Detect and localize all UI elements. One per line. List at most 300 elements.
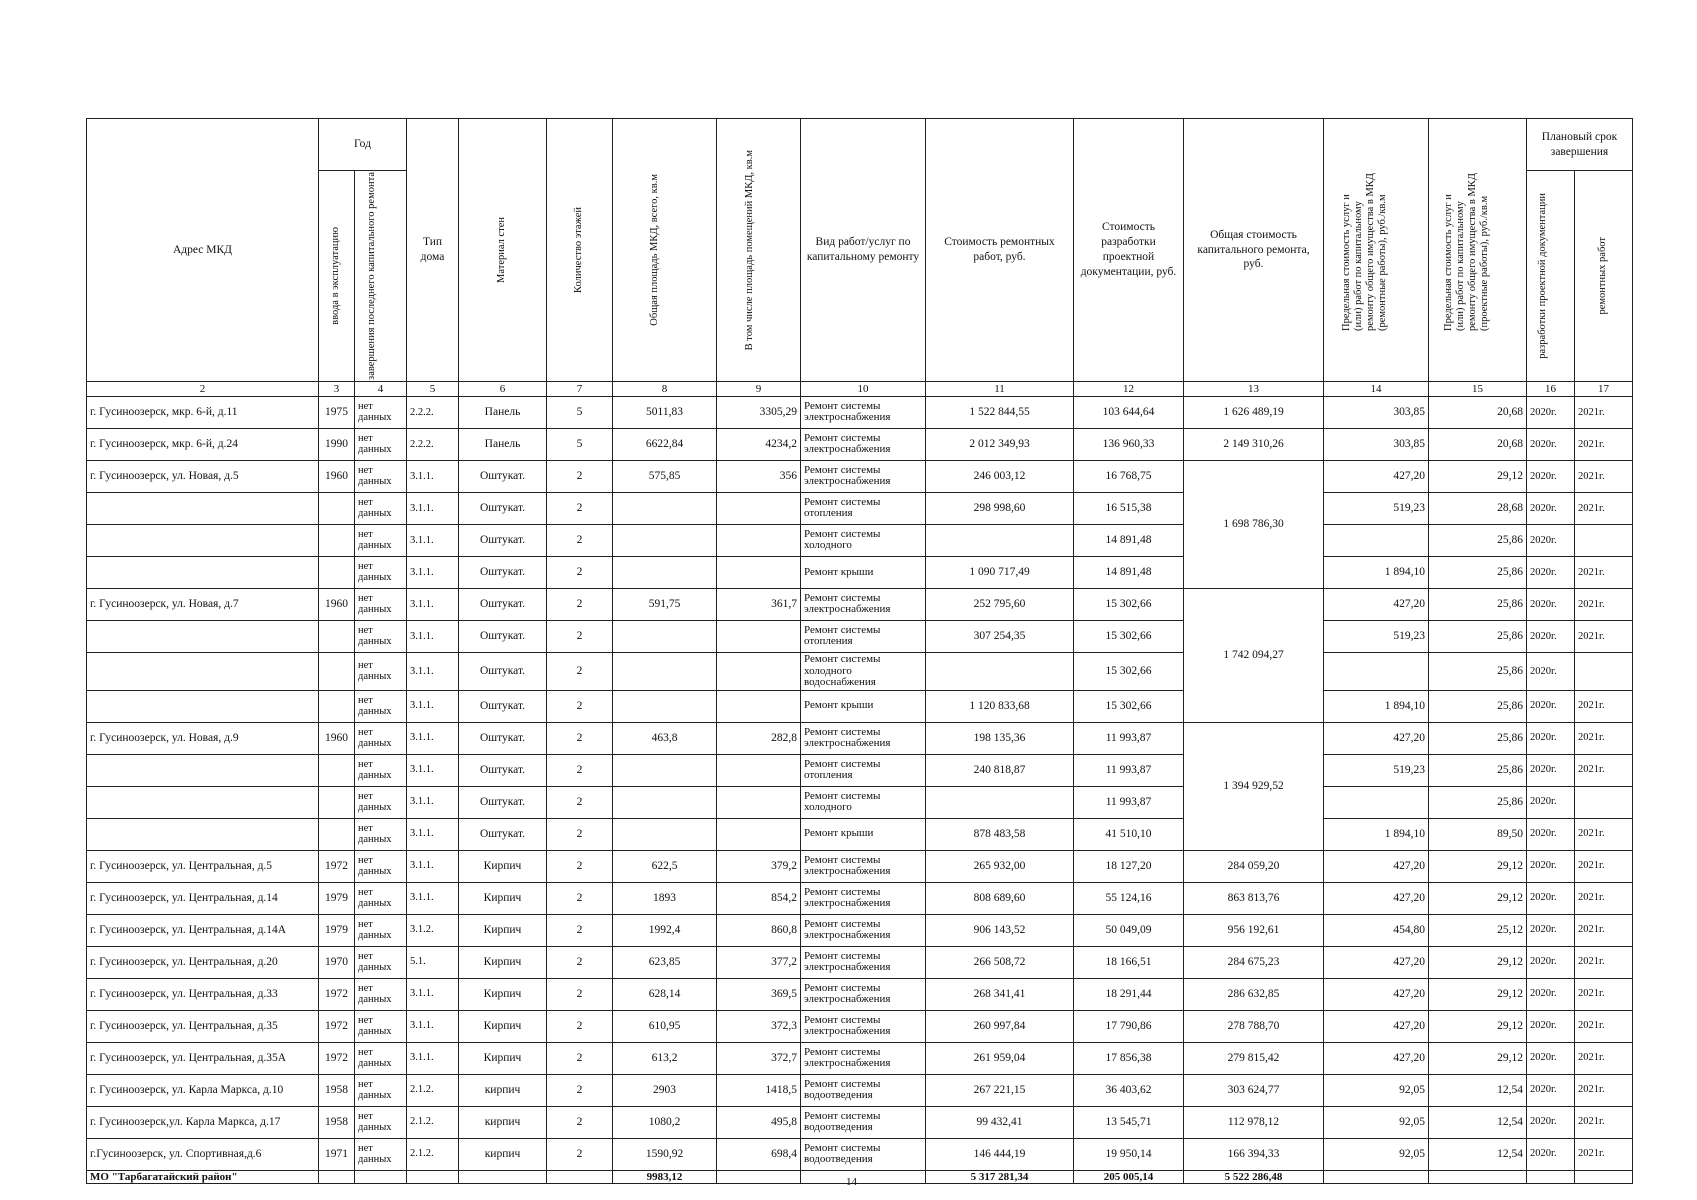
house-type-cell: 3.1.1. [407, 556, 459, 588]
repair-cost-cell: 240 818,87 [926, 754, 1074, 786]
year-last-repair-cell: нет данных [355, 818, 407, 850]
design-cost-cell: 17 790,86 [1074, 1010, 1184, 1042]
year-built-cell: 1958 [319, 1106, 355, 1138]
floors-cell: 2 [547, 1042, 613, 1074]
term-design-cell: 2020г. [1527, 1074, 1575, 1106]
year-last-repair-cell: нет данных [355, 492, 407, 524]
design-cost-cell: 18 166,51 [1074, 946, 1184, 978]
max-cost-repair-cell: 1 894,10 [1324, 556, 1429, 588]
repair-cost-cell: 146 444,19 [926, 1138, 1074, 1170]
term-design-cell: 2020г. [1527, 1010, 1575, 1042]
repair-cost-cell: 1 120 833,68 [926, 690, 1074, 722]
premises-area-cell [717, 690, 801, 722]
empty-cell [355, 1170, 407, 1183]
term-repair-cell: 2021г. [1575, 492, 1633, 524]
column-number: 2 [87, 381, 319, 396]
year-built-cell [319, 556, 355, 588]
premises-area-cell: 860,8 [717, 914, 801, 946]
max-cost-repair-cell: 1 894,10 [1324, 690, 1429, 722]
work-type-cell: Ремонт системы отопления [801, 492, 926, 524]
term-repair-cell: 2021г. [1575, 1074, 1633, 1106]
register-table-wrapper [86, 118, 1633, 1184]
total-cost-cell: 956 192,61 [1184, 914, 1324, 946]
design-cost-cell: 36 403,62 [1074, 1074, 1184, 1106]
max-cost-repair-cell: 454,80 [1324, 914, 1429, 946]
term-repair-cell: 2021г. [1575, 428, 1633, 460]
design-cost-cell: 11 993,87 [1074, 754, 1184, 786]
premises-area-cell: 377,2 [717, 946, 801, 978]
work-type-cell: Ремонт крыши [801, 818, 926, 850]
max-cost-design-cell: 25,86 [1429, 652, 1527, 690]
table-row [87, 690, 1633, 722]
address-cell [87, 524, 319, 556]
premises-area-cell: 282,8 [717, 722, 801, 754]
term-design-cell: 2020г. [1527, 588, 1575, 620]
year-built-cell [319, 786, 355, 818]
work-type-cell: Ремонт системы электроснабжения [801, 588, 926, 620]
floors-cell: 5 [547, 428, 613, 460]
address-cell: г. Гусиноозерск, ул. Центральная, д.35А [87, 1042, 319, 1074]
repair-cost-cell: 198 135,36 [926, 722, 1074, 754]
max-cost-repair-cell: 92,05 [1324, 1074, 1429, 1106]
max-cost-design-cell: 12,54 [1429, 1106, 1527, 1138]
work-type-cell: Ремонт системы электроснабжения [801, 460, 926, 492]
repair-cost-cell: 260 997,84 [926, 1010, 1074, 1042]
repair-cost-cell: 878 483,58 [926, 818, 1074, 850]
repair-cost-cell [926, 524, 1074, 556]
work-type-cell: Ремонт системы холодного [801, 524, 926, 556]
year-built-cell: 1958 [319, 1074, 355, 1106]
table-row [87, 556, 1633, 588]
term-repair-cell: 2021г. [1575, 588, 1633, 620]
design-cost-cell: 16 768,75 [1074, 460, 1184, 492]
repair-cost-cell: 307 254,35 [926, 620, 1074, 652]
column-number: 15 [1429, 381, 1527, 396]
design-cost-cell: 50 049,09 [1074, 914, 1184, 946]
repair-cost-cell: 265 932,00 [926, 850, 1074, 882]
address-cell [87, 754, 319, 786]
year-built-cell: 1960 [319, 460, 355, 492]
house-type-cell: 3.1.1. [407, 524, 459, 556]
house-type-cell: 3.1.1. [407, 1042, 459, 1074]
floors-cell: 2 [547, 978, 613, 1010]
total-area-cell [613, 524, 717, 556]
term-design-cell: 2020г. [1527, 914, 1575, 946]
max-cost-design-cell: 20,68 [1429, 428, 1527, 460]
table-row [87, 620, 1633, 652]
year-built-cell: 1972 [319, 1010, 355, 1042]
table-row [87, 882, 1633, 914]
term-design-cell: 2020г. [1527, 690, 1575, 722]
empty-cell [547, 1170, 613, 1183]
max-cost-design-cell: 25,86 [1429, 786, 1527, 818]
term-repair-cell: 2021г. [1575, 722, 1633, 754]
year-last-repair-cell: нет данных [355, 882, 407, 914]
house-type-cell: 3.1.1. [407, 460, 459, 492]
total-cost-cell: 279 815,42 [1184, 1042, 1324, 1074]
year-last-repair-cell: нет данных [355, 978, 407, 1010]
premises-area-cell: 369,5 [717, 978, 801, 1010]
total-area-cell [613, 786, 717, 818]
total-area-cell: 575,85 [613, 460, 717, 492]
work-type-cell: Ремонт крыши [801, 556, 926, 588]
repair-cost-cell: 261 959,04 [926, 1042, 1074, 1074]
empty-cell [1429, 1170, 1527, 1183]
wall-material-cell: Оштукат. [459, 620, 547, 652]
header-total-area: Общая площадь МКД, всего, кв.м [613, 119, 717, 382]
work-type-cell: Ремонт системы электроснабжения [801, 1042, 926, 1074]
premises-area-cell: 495,8 [717, 1106, 801, 1138]
max-cost-design-cell: 29,12 [1429, 1042, 1527, 1074]
term-repair-cell: 2021г. [1575, 396, 1633, 428]
address-cell [87, 620, 319, 652]
total-cost-cell: 1 698 786,30 [1184, 460, 1324, 588]
house-type-cell: 3.1.1. [407, 652, 459, 690]
premises-area-cell: 1418,5 [717, 1074, 801, 1106]
floors-cell: 2 [547, 946, 613, 978]
max-cost-repair-cell: 427,20 [1324, 850, 1429, 882]
year-built-cell: 1971 [319, 1138, 355, 1170]
floors-cell: 2 [547, 754, 613, 786]
term-repair-cell: 2021г. [1575, 818, 1633, 850]
premises-area-cell [717, 620, 801, 652]
repair-cost-cell: 906 143,52 [926, 914, 1074, 946]
repair-cost-cell: 252 795,60 [926, 588, 1074, 620]
design-cost-cell: 15 302,66 [1074, 652, 1184, 690]
year-last-repair-cell: нет данных [355, 1138, 407, 1170]
term-repair-cell: 2021г. [1575, 754, 1633, 786]
year-last-repair-cell: нет данных [355, 1042, 407, 1074]
column-number: 9 [717, 381, 801, 396]
header-wall-material: Материал стен [459, 119, 547, 382]
year-built-cell: 1975 [319, 396, 355, 428]
wall-material-cell: Кирпич [459, 882, 547, 914]
repair-cost-cell: 298 998,60 [926, 492, 1074, 524]
year-built-cell: 1990 [319, 428, 355, 460]
wall-material-cell: Оштукат. [459, 652, 547, 690]
repair-cost-sum: 5 317 281,34 [926, 1170, 1074, 1183]
floors-cell: 2 [547, 588, 613, 620]
term-design-cell: 2020г. [1527, 754, 1575, 786]
term-design-cell: 2020г. [1527, 396, 1575, 428]
design-cost-cell: 18 291,44 [1074, 978, 1184, 1010]
max-cost-design-cell: 25,86 [1429, 524, 1527, 556]
house-type-cell: 2.2.2. [407, 396, 459, 428]
header-year-built: ввода в эксплуатацию [319, 171, 355, 382]
wall-material-cell: Панель [459, 396, 547, 428]
floors-cell: 2 [547, 818, 613, 850]
max-cost-repair-cell: 427,20 [1324, 946, 1429, 978]
year-last-repair-cell: нет данных [355, 850, 407, 882]
term-design-cell: 2020г. [1527, 946, 1575, 978]
total-area-cell: 5011,83 [613, 396, 717, 428]
address-cell [87, 492, 319, 524]
total-cost-cell: 2 149 310,26 [1184, 428, 1324, 460]
total-cost-cell: 278 788,70 [1184, 1010, 1324, 1042]
total-area-cell [613, 620, 717, 652]
max-cost-design-cell: 12,54 [1429, 1138, 1527, 1170]
total-area-cell: 463,8 [613, 722, 717, 754]
house-type-cell: 3.1.1. [407, 754, 459, 786]
term-repair-cell: 2021г. [1575, 850, 1633, 882]
work-type-cell: Ремонт системы электроснабжения [801, 978, 926, 1010]
max-cost-design-cell: 25,86 [1429, 722, 1527, 754]
work-type-cell: Ремонт системы водоотведения [801, 1138, 926, 1170]
repair-cost-cell [926, 786, 1074, 818]
house-type-cell: 2.1.2. [407, 1106, 459, 1138]
total-cost-cell: 1 742 094,27 [1184, 588, 1324, 722]
wall-material-cell: Панель [459, 428, 547, 460]
term-design-cell: 2020г. [1527, 1042, 1575, 1074]
column-number: 6 [459, 381, 547, 396]
max-cost-design-cell: 25,86 [1429, 588, 1527, 620]
term-design-cell: 2020г. [1527, 978, 1575, 1010]
max-cost-design-cell: 28,68 [1429, 492, 1527, 524]
year-built-cell [319, 754, 355, 786]
max-cost-repair-cell: 519,23 [1324, 620, 1429, 652]
wall-material-cell: Оштукат. [459, 722, 547, 754]
max-cost-design-cell: 25,12 [1429, 914, 1527, 946]
column-number: 5 [407, 381, 459, 396]
year-last-repair-cell: нет данных [355, 524, 407, 556]
term-design-cell: 2020г. [1527, 460, 1575, 492]
year-built-cell [319, 620, 355, 652]
wall-material-cell: Оштукат. [459, 556, 547, 588]
column-number: 3 [319, 381, 355, 396]
table-row [87, 1138, 1633, 1170]
table-row [87, 786, 1633, 818]
max-cost-repair-cell [1324, 524, 1429, 556]
floors-cell: 2 [547, 1074, 613, 1106]
repair-cost-cell: 268 341,41 [926, 978, 1074, 1010]
house-type-cell: 3.1.1. [407, 882, 459, 914]
total-cost-cell: 284 059,20 [1184, 850, 1324, 882]
total-area-cell: 610,95 [613, 1010, 717, 1042]
term-design-cell: 2020г. [1527, 1106, 1575, 1138]
floors-cell: 2 [547, 1010, 613, 1042]
empty-cell [717, 1170, 801, 1183]
design-cost-cell: 14 891,48 [1074, 556, 1184, 588]
term-repair-cell: 2021г. [1575, 460, 1633, 492]
year-built-cell: 1972 [319, 978, 355, 1010]
header-term-design: разработки проектной документации [1527, 171, 1575, 382]
column-number: 7 [547, 381, 613, 396]
term-repair-cell: 2021г. [1575, 556, 1633, 588]
total-area-sum: 9983,12 [613, 1170, 717, 1183]
table-row [87, 722, 1633, 754]
max-cost-repair-cell: 427,20 [1324, 588, 1429, 620]
empty-cell [1527, 1170, 1575, 1183]
max-cost-design-cell: 89,50 [1429, 818, 1527, 850]
max-cost-design-cell: 29,12 [1429, 460, 1527, 492]
table-row [87, 1010, 1633, 1042]
year-built-cell [319, 690, 355, 722]
term-repair-cell: 2021г. [1575, 1042, 1633, 1074]
table-row [87, 460, 1633, 492]
year-built-cell: 1960 [319, 588, 355, 620]
address-cell: г. Гусиноозерск, ул. Карла Маркса, д.10 [87, 1074, 319, 1106]
empty-cell [1324, 1170, 1429, 1183]
total-cost-cell: 286 632,85 [1184, 978, 1324, 1010]
table-row [87, 652, 1633, 690]
max-cost-repair-cell: 427,20 [1324, 1042, 1429, 1074]
year-last-repair-cell: нет данных [355, 690, 407, 722]
year-built-cell [319, 652, 355, 690]
table-row [87, 1074, 1633, 1106]
house-type-cell: 3.1.1. [407, 722, 459, 754]
premises-area-cell [717, 492, 801, 524]
premises-area-cell [717, 786, 801, 818]
design-cost-cell: 11 993,87 [1074, 786, 1184, 818]
repair-cost-cell: 266 508,72 [926, 946, 1074, 978]
work-type-cell: Ремонт системы электроснабжения [801, 1010, 926, 1042]
address-cell: г. Гусиноозерск, ул. Центральная, д.14 [87, 882, 319, 914]
design-cost-cell: 17 856,38 [1074, 1042, 1184, 1074]
house-type-cell: 3.1.1. [407, 588, 459, 620]
house-type-cell: 3.1.1. [407, 1010, 459, 1042]
term-design-cell: 2020г. [1527, 786, 1575, 818]
house-type-cell: 5.1. [407, 946, 459, 978]
house-type-cell: 2.1.2. [407, 1074, 459, 1106]
floors-cell: 2 [547, 882, 613, 914]
design-cost-cell: 19 950,14 [1074, 1138, 1184, 1170]
work-type-cell: Ремонт системы водоотведения [801, 1106, 926, 1138]
year-last-repair-cell: нет данных [355, 754, 407, 786]
repair-cost-cell: 246 003,12 [926, 460, 1074, 492]
term-design-cell: 2020г. [1527, 492, 1575, 524]
work-type-cell: Ремонт системы электроснабжения [801, 882, 926, 914]
work-type-cell: Ремонт системы электроснабжения [801, 396, 926, 428]
total-area-cell: 1893 [613, 882, 717, 914]
term-design-cell: 2020г. [1527, 818, 1575, 850]
year-last-repair-cell: нет данных [355, 556, 407, 588]
floors-cell: 2 [547, 850, 613, 882]
table-row [87, 1106, 1633, 1138]
max-cost-repair-cell: 303,85 [1324, 396, 1429, 428]
max-cost-design-cell: 29,12 [1429, 946, 1527, 978]
house-type-cell: 2.1.2. [407, 1138, 459, 1170]
house-type-cell: 3.1.1. [407, 786, 459, 818]
repair-cost-cell: 2 012 349,93 [926, 428, 1074, 460]
term-design-cell: 2020г. [1527, 850, 1575, 882]
empty-cell [407, 1170, 459, 1183]
header-design-cost: Стоимость разработки проектной документации, руб. [1074, 119, 1184, 382]
empty-cell [319, 1170, 355, 1183]
address-cell [87, 818, 319, 850]
header-floors: Количество этажей [547, 119, 613, 382]
term-repair-cell: 2021г. [1575, 620, 1633, 652]
column-number: 8 [613, 381, 717, 396]
term-repair-cell: 2021г. [1575, 882, 1633, 914]
wall-material-cell: Оштукат. [459, 754, 547, 786]
max-cost-repair-cell: 92,05 [1324, 1138, 1429, 1170]
wall-material-cell: Кирпич [459, 1042, 547, 1074]
max-cost-design-cell: 29,12 [1429, 978, 1527, 1010]
premises-area-cell: 698,4 [717, 1138, 801, 1170]
header-max-cost-design: Предельная стоимость услуг и (или) работ по капитальному ремонту общего имущества в МКД (проектные работы), руб./кв.м [1429, 119, 1527, 382]
floors-cell: 2 [547, 460, 613, 492]
year-built-cell: 1970 [319, 946, 355, 978]
house-type-cell: 3.1.1. [407, 818, 459, 850]
total-area-cell: 2903 [613, 1074, 717, 1106]
floors-cell: 2 [547, 1106, 613, 1138]
total-area-cell [613, 818, 717, 850]
term-design-cell: 2020г. [1527, 620, 1575, 652]
year-built-cell [319, 492, 355, 524]
premises-area-cell: 361,7 [717, 588, 801, 620]
address-cell [87, 786, 319, 818]
column-number: 11 [926, 381, 1074, 396]
work-type-cell: Ремонт системы отопления [801, 754, 926, 786]
total-area-cell [613, 754, 717, 786]
page-number: 14 [846, 1176, 857, 1188]
table-row [87, 850, 1633, 882]
address-cell: г. Гусиноозерск, ул. Центральная, д.14А [87, 914, 319, 946]
table-row [87, 1042, 1633, 1074]
year-built-cell [319, 818, 355, 850]
house-type-cell: 3.1.1. [407, 492, 459, 524]
capital-repair-register-table [86, 118, 1633, 1184]
floors-cell: 2 [547, 722, 613, 754]
header-year-last-repair: завершения последнего капитального ремонта [355, 171, 407, 382]
wall-material-cell: Кирпич [459, 946, 547, 978]
wall-material-cell: Оштукат. [459, 460, 547, 492]
address-cell: г. Гусиноозерск, мкр. 6-й, д.24 [87, 428, 319, 460]
work-type-cell: Ремонт системы водоотведения [801, 1074, 926, 1106]
year-built-cell: 1979 [319, 882, 355, 914]
repair-cost-cell: 99 432,41 [926, 1106, 1074, 1138]
max-cost-design-cell: 20,68 [1429, 396, 1527, 428]
table-row [87, 524, 1633, 556]
max-cost-repair-cell: 427,20 [1324, 722, 1429, 754]
design-cost-cell: 136 960,33 [1074, 428, 1184, 460]
term-design-cell: 2020г. [1527, 428, 1575, 460]
wall-material-cell: Кирпич [459, 1010, 547, 1042]
year-last-repair-cell: нет данных [355, 652, 407, 690]
total-area-cell: 1080,2 [613, 1106, 717, 1138]
max-cost-repair-cell: 427,20 [1324, 460, 1429, 492]
max-cost-design-cell: 25,86 [1429, 556, 1527, 588]
design-cost-cell: 14 891,48 [1074, 524, 1184, 556]
column-number: 16 [1527, 381, 1575, 396]
header-work-type: Вид работ/услуг по капитальному ремонту [801, 119, 926, 382]
term-repair-cell: 2021г. [1575, 1010, 1633, 1042]
total-cost-cell: 284 675,23 [1184, 946, 1324, 978]
max-cost-design-cell: 29,12 [1429, 1010, 1527, 1042]
total-area-cell: 591,75 [613, 588, 717, 620]
term-design-cell: 2020г. [1527, 1138, 1575, 1170]
total-row [87, 1170, 1633, 1183]
term-design-cell: 2020г. [1527, 524, 1575, 556]
design-cost-sum: 205 005,14 [1074, 1170, 1184, 1183]
floors-cell: 2 [547, 652, 613, 690]
table-row [87, 492, 1633, 524]
premises-area-cell [717, 818, 801, 850]
premises-area-cell: 372,7 [717, 1042, 801, 1074]
max-cost-design-cell: 29,12 [1429, 882, 1527, 914]
house-type-cell: 3.1.1. [407, 690, 459, 722]
premises-area-cell: 379,2 [717, 850, 801, 882]
total-cost-cell: 863 813,76 [1184, 882, 1324, 914]
empty-cell [801, 1170, 926, 1183]
address-cell: г. Гусиноозерск, ул. Новая, д.9 [87, 722, 319, 754]
address-cell: г.Гусиноозерск, ул. Спортивная,д.6 [87, 1138, 319, 1170]
max-cost-repair-cell [1324, 786, 1429, 818]
total-area-cell: 623,85 [613, 946, 717, 978]
total-area-cell [613, 492, 717, 524]
floors-cell: 2 [547, 620, 613, 652]
address-cell: г. Гусиноозерск, ул. Новая, д.5 [87, 460, 319, 492]
